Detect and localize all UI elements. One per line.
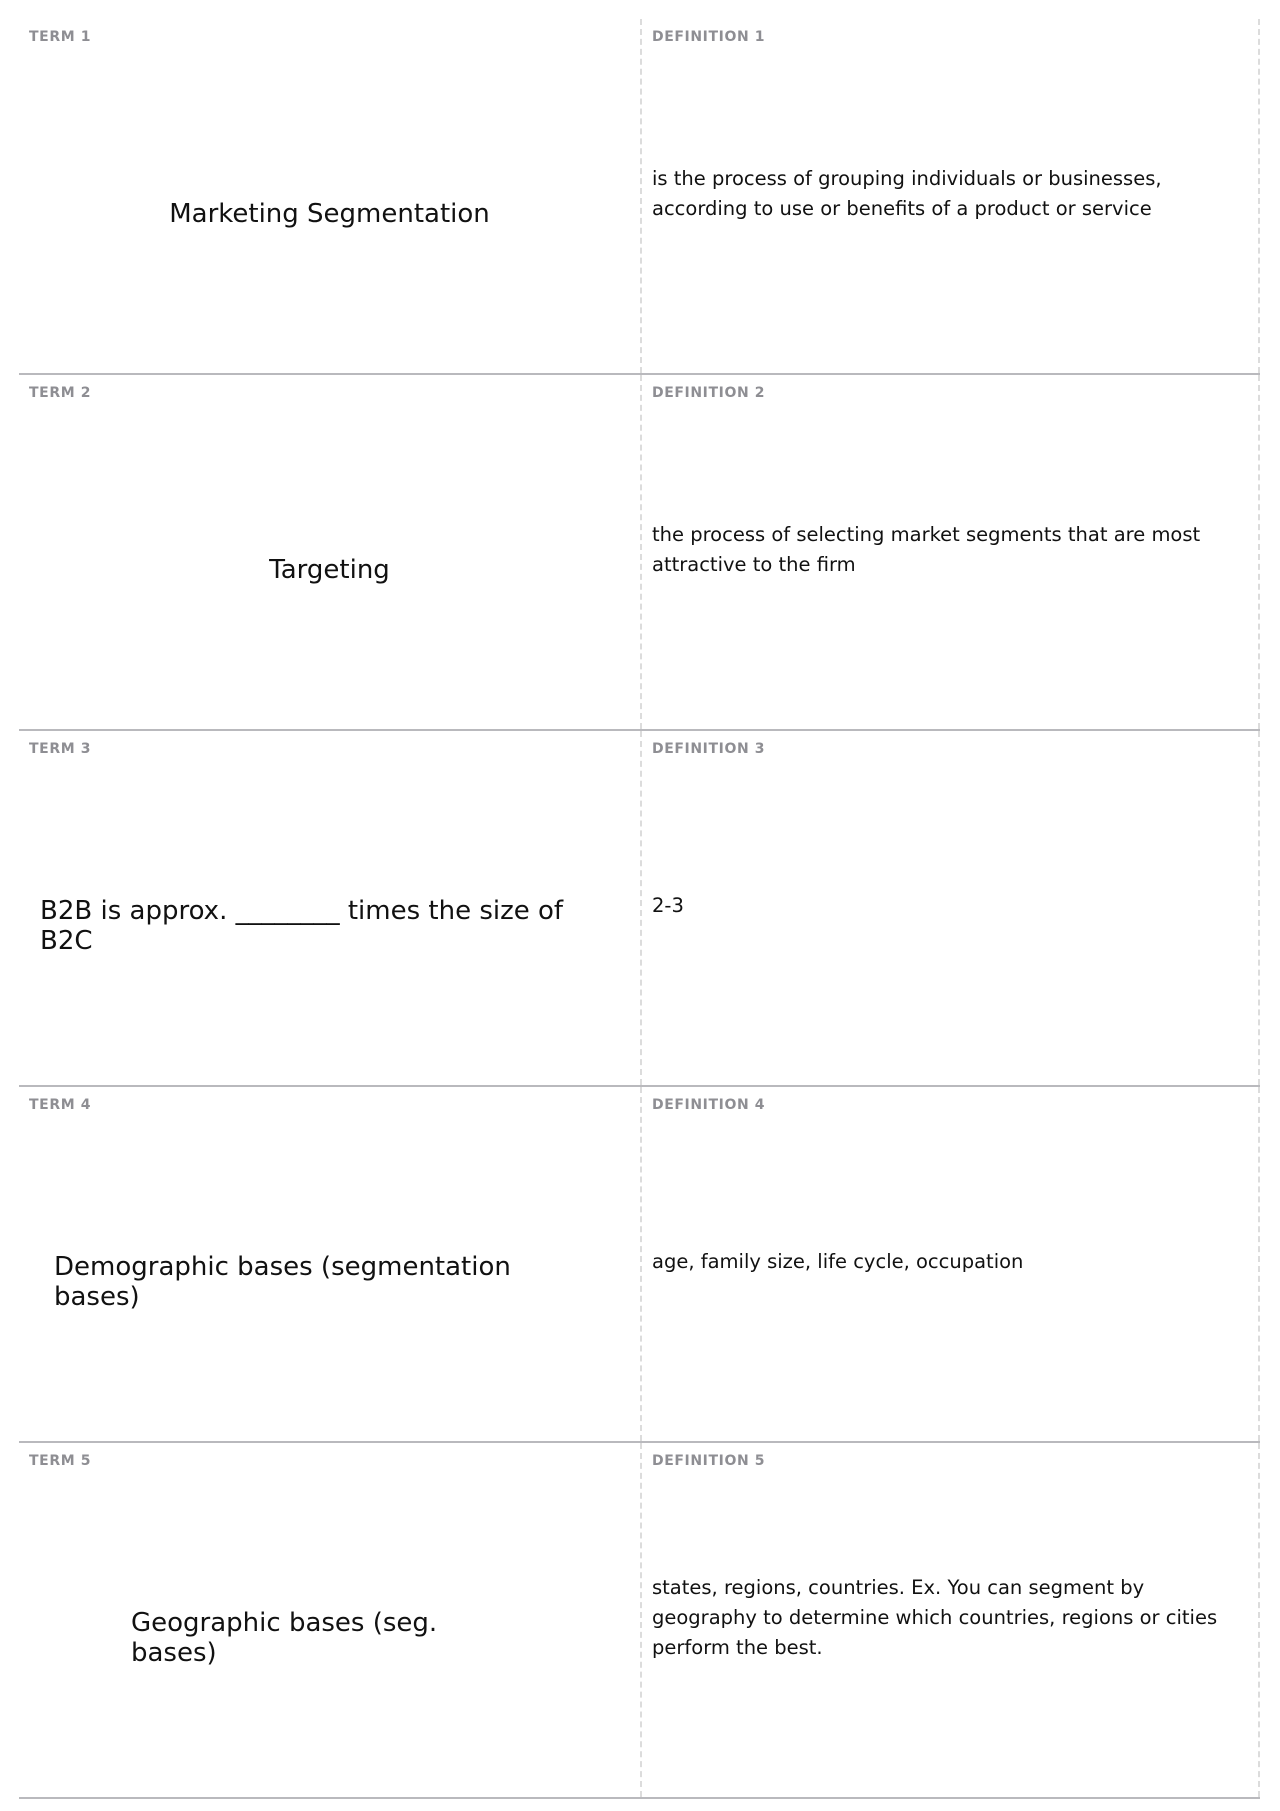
term-text: Demographic bases (segmentation bases): [54, 1252, 511, 1312]
term-text: B2B is approx. ________ times the size of B2C: [40, 896, 564, 956]
term-text: Geographic bases (seg. bases): [131, 1608, 438, 1668]
term-cell: [19, 731, 642, 1085]
flashcard-row: [19, 19, 1260, 375]
term-label: TERM 4: [29, 1097, 92, 1113]
definition-text: is the process of grouping individuals or businesses, according to use or benefits of a product or service: [652, 167, 1162, 220]
definition-cell: [642, 19, 1260, 373]
term-cell: [19, 1087, 642, 1441]
definition-label: DEFINITION 1: [652, 29, 766, 45]
term-label: TERM 2: [29, 385, 92, 401]
definition-text: age, family size, life cycle, occupation: [652, 1250, 1024, 1273]
definition-text: states, regions, countries. Ex. You can segment by geography to determine which countries, regions or cities perform the best.: [652, 1576, 1218, 1659]
flashcard-row: [19, 375, 1260, 731]
flashcard-row: [19, 1087, 1260, 1443]
definition-text: the process of selecting market segments that are most attractive to the firm: [652, 523, 1201, 576]
definition-label: DEFINITION 5: [652, 1453, 766, 1469]
definition-label: DEFINITION 4: [652, 1097, 766, 1113]
definition-cell: [642, 731, 1260, 1085]
term-cell: [19, 19, 642, 373]
definition-cell: [642, 1443, 1260, 1797]
definition-label: DEFINITION 3: [652, 741, 766, 757]
definition-text: 2-3: [652, 894, 684, 917]
term-cell: [19, 1443, 642, 1797]
definition-label: DEFINITION 2: [652, 385, 766, 401]
flashcard-row: [19, 1443, 1260, 1799]
term-text: Marketing Segmentation: [169, 199, 490, 229]
term-label: TERM 1: [29, 29, 92, 45]
term-text: Targeting: [269, 555, 390, 585]
definition-cell: [642, 1087, 1260, 1441]
term-label: TERM 3: [29, 741, 92, 757]
definition-cell: [642, 375, 1260, 729]
term-label: TERM 5: [29, 1453, 92, 1469]
flashcard-row: [19, 731, 1260, 1087]
term-cell: [19, 375, 642, 729]
flashcard-sheet: [19, 19, 1260, 1800]
